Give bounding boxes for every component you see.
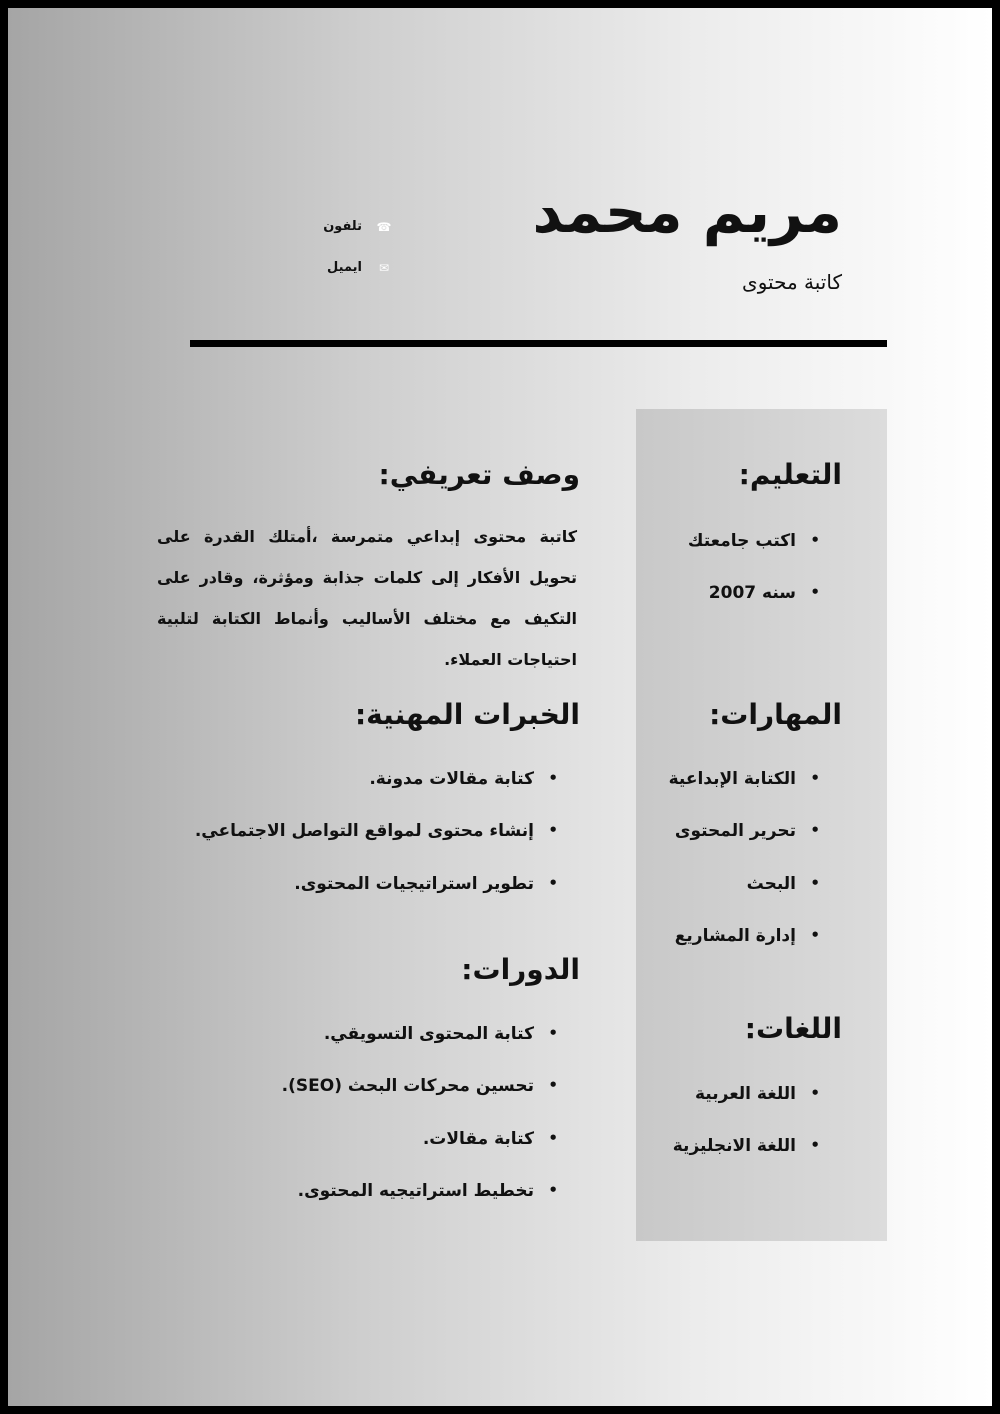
- list-item: • كتابة المحتوى التسويقي.: [282, 1024, 560, 1044]
- languages-title: اللغات:: [744, 1012, 842, 1045]
- envelope-icon: ✉: [378, 260, 390, 275]
- list-item: • اللغة الانجليزية: [673, 1136, 822, 1156]
- languages-list: [673, 1084, 822, 1189]
- phone-label: تلفون: [323, 219, 362, 234]
- skills-title: المهارات:: [709, 698, 842, 731]
- list-item: • اكتب جامعتك: [688, 531, 822, 551]
- list-item: • الكتابة الإبداعية: [669, 769, 822, 789]
- list-item: • كتابة مقالات.: [282, 1129, 560, 1149]
- list-item: • تطوير استراتيجيات المحتوى.: [195, 874, 560, 894]
- job-title: كاتبة محتوى: [742, 270, 842, 294]
- education-list: [688, 531, 822, 636]
- phone-icon: ☎: [376, 219, 392, 234]
- header-divider: [190, 340, 887, 347]
- list-item: • كتابة مقالات مدونة.: [195, 769, 560, 789]
- profile-title: وصف تعريفي:: [378, 458, 580, 491]
- education-title: التعليم:: [738, 458, 842, 491]
- list-item: • تحرير المحتوى: [669, 821, 822, 841]
- experience-list: [195, 769, 560, 926]
- candidate-name: مريم محمد: [532, 178, 842, 246]
- courses-list: [282, 1024, 560, 1234]
- email-label: ايميل: [327, 260, 362, 275]
- profile-summary: كاتبة محتوى إبداعي متمرسة ،أمتلك القدرة على تحويل الأفكار إلى كلمات جذابة ومؤثرة، وقادر على التكيف مع مختلف الأساليب وأنماط الكتابة لتلبية احتياجات العملاء.: [157, 527, 577, 669]
- skills-list: [669, 769, 822, 979]
- list-item: • تحسين محركات البحث (SEO).: [282, 1076, 560, 1096]
- list-item: • تخطيط استراتيجيه المحتوى.: [282, 1181, 560, 1201]
- list-item: • إدارة المشاريع: [669, 926, 822, 946]
- experience-title: الخبرات المهنية:: [354, 698, 580, 731]
- list-item: • اللغة العربية: [673, 1084, 822, 1104]
- list-item: • البحث: [669, 874, 822, 894]
- contact-phone: [323, 216, 394, 235]
- list-item: • سنه 2007: [688, 583, 822, 603]
- courses-title: الدورات:: [461, 953, 580, 986]
- contact-email: [327, 257, 394, 276]
- list-item: • إنشاء محتوى لمواقع التواصل الاجتماعي.: [195, 821, 560, 841]
